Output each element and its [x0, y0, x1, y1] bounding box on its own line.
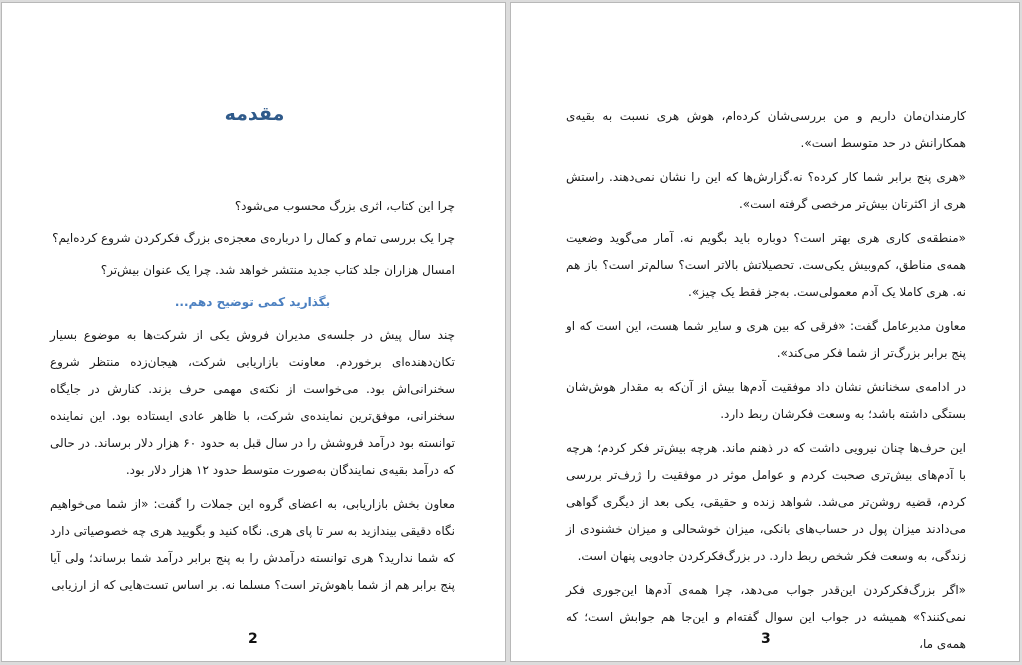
paragraph: «هری پنج برابر شما کار کرده؟ نه.گزارش‌ها که این را نشان نمی‌دهند. راستش هری از اکثرتان بیش‌تر مرخصی گرفته است». — [566, 170, 966, 211]
right-page-body — [566, 103, 966, 662]
paragraph: در ادامه‌ی سخنانش نشان داد موفقیت آدم‌ها بیش از آن‌که به مقدار هوش‌شان بستگی داشته باشد؛ به وسعت فکرشان ربط دارد. — [566, 380, 966, 421]
paragraph: معاون بخش بازاریابی، به اعضای گروه این جملات را گفت: «از شما می‌خواهیم نگاه دقیقی بیندازید به سر تا پای هری. نگاه کنید و بگویید هری چه خصوصیاتی دارد که شما ندارید؟ هری توانسته درآمدش را به پنج برابر درآمد شما برساند؛ ولی آیا پنج برابر هم از شما باهوش‌تر است؟ مسلما نه. بر اساس تست‌هایی که از ارزیابی — [50, 497, 455, 592]
question-3: امسال هزاران جلد کتاب جدید منتشر خواهد شد. چرا یک عنوان بیش‌تر؟ — [100, 263, 455, 277]
page-left — [1, 2, 506, 662]
paragraph: کارمندان‌مان داریم و من بررسی‌شان کرده‌ام، هوش هری نسبت به بقیه‌ی همکارانش در حد متوسط است». — [566, 109, 966, 150]
paragraph: «منطقه‌ی کاری هری بهتر است؟ دوباره باید بگویم نه. آمار می‌گوید وضعیت همه‌ی مناطق، کم‌وبیش یکی‌ست. تحصیلاتش بالاتر است؟ سالم‌تر است؟ باز هم نه. هری کاملا یک آدم معمولی‌ست. به‌جز فقط یک چیز». — [566, 231, 966, 299]
paragraph: معاون مدیرعامل گفت: «فرقی که بین هری و سایر شما هست، این است که او پنج برابر بزرگ‌تر از شما فکر می‌کند». — [566, 319, 966, 360]
question-2: چرا یک بررسی تمام و کمال را درباره‌ی معجزه‌ی بزرگ فکرکردن شروع کرده‌ایم؟ — [52, 231, 455, 245]
page-title: مقدمه — [224, 103, 285, 125]
paragraph: چند سال پیش در جلسه‌ی مدیران فروش یکی از شرکت‌ها به موضوع بسیار تکان‌دهنده‌ای برخوردم. معاونت بازاریابی شرکت، هیجان‌زده منتظر شروع سخنرانی‌اش بود. می‌خواست از نکته‌ی مهمی حرف بزند. کنارش در جایگاه سخنرانی، موفق‌ترین نماینده‌ی شرکت، با ظاهر عادی ایستاده بود. این نماینده توانسته بود درآمد فروشش را در سال قبل به حدود ۶۰ هزار دلار برساند. در حالی که درآمد بقیه‌ی نمایندگان به‌صورت متوسط حدود ۱۲ هزار دلار بود. — [50, 328, 455, 477]
question-1: چرا این کتاب، اثری بزرگ محسوب می‌شود؟ — [234, 199, 455, 213]
subheading: بگذارید کمی توضیح دهم... — [174, 295, 331, 309]
page-number: 3 — [761, 631, 771, 647]
page-right — [510, 2, 1020, 662]
paragraph: این حرف‌ها چنان نیرویی داشت که در ذهنم ماند. هرچه بیش‌تر فکر کردم؛ هرچه با آدم‌های بیش‌تری صحبت کردم و عوامل موثر در موفقیت را ژرف‌تر بررسی کردم، قضیه روشن‌تر می‌شد. شواهد زنده و حقیقی، یکی بعد از دیگری گواهی می‌دادند میزان پول در حساب‌های بانکی، میزان خوشحالی و میزان خشنودی از زندگی، به وسعت فکر شخص ربط دارد. در بزرگ‌فکرکردن جادویی پنهان است. — [566, 441, 966, 563]
left-page-body — [50, 193, 455, 606]
paragraph: «اگر بزرگ‌فکرکردن این‌قدر جواب می‌دهد، چرا همه‌ی آدم‌ها این‌جوری فکر نمی‌کنند؟» همیشه در جواب این سوال گفته‌ام و این‌جا هم جوابش است؛ که همه‌ی ما، — [566, 583, 966, 651]
page-number: 2 — [248, 631, 258, 647]
